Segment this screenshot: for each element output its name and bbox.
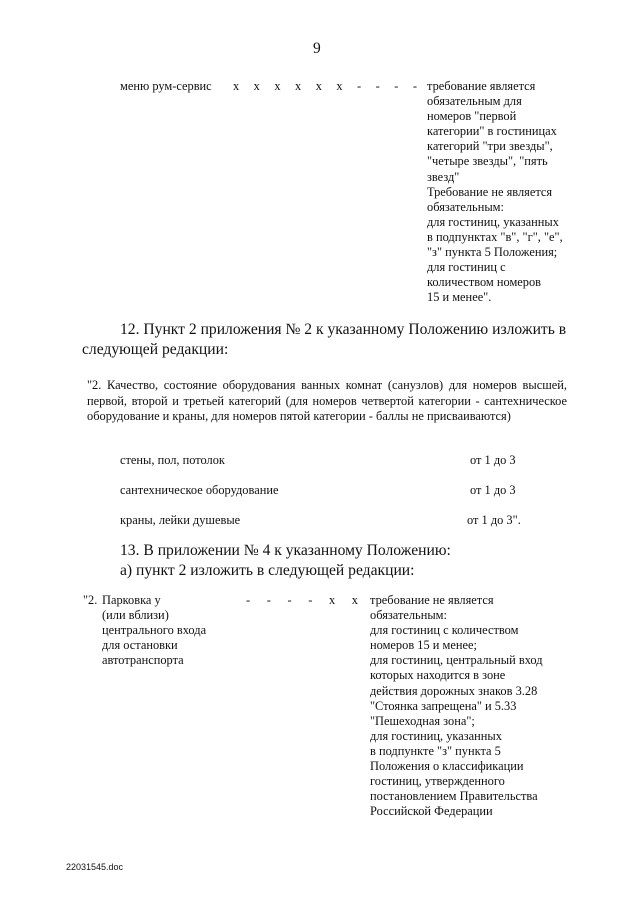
- menu-row-note: [427, 79, 563, 305]
- note-line: категорий "три звезды",: [427, 139, 553, 154]
- mark: х: [233, 79, 240, 93]
- note-line: в подпункте "з" пункта 5: [370, 743, 501, 758]
- note-line: Требование не является: [427, 184, 553, 199]
- note-line: обязательным для: [427, 94, 522, 109]
- note-line: для гостиниц, указанных: [370, 728, 502, 743]
- note-line: "Стоянка запрещена" и 5.33: [370, 698, 517, 713]
- mark: х: [328, 593, 336, 607]
- note-line: категории" в гостиницах: [427, 124, 557, 139]
- note-line: обязательным:: [427, 199, 504, 214]
- mark: х: [253, 79, 260, 93]
- note-line: для гостиниц с: [427, 260, 506, 275]
- footer-filename: 22031545.doc: [66, 862, 124, 872]
- score-row-value: от 1 до 3: [470, 483, 516, 497]
- label-line: для остановки: [102, 638, 178, 653]
- note-line: звезд": [427, 169, 460, 184]
- mark: -: [308, 593, 313, 607]
- parking-row-number: "2.: [83, 593, 98, 607]
- label-line: автотранспорта: [102, 653, 184, 668]
- score-row-value: от 1 до 3".: [467, 513, 521, 527]
- mark: -: [246, 593, 251, 607]
- menu-row-label: меню рум-сервис: [120, 79, 212, 93]
- note-line: постановлением Правительства: [370, 789, 538, 804]
- note-line: требование не является: [370, 593, 494, 607]
- note-line: "з" пункта 5 Положения;: [427, 245, 558, 260]
- note-line: для гостиниц, центральный вход: [370, 653, 543, 668]
- score-row-label: сантехническое оборудование: [120, 483, 279, 497]
- mark: -: [287, 593, 292, 607]
- mark: -: [412, 79, 417, 93]
- menu-row-marks: [233, 79, 417, 94]
- item12-line2: следующей редакции:: [82, 341, 229, 358]
- mark: -: [394, 79, 399, 93]
- note-line: для гостиниц с количеством: [370, 623, 519, 638]
- note-line: гостиниц, утвержденного: [370, 774, 505, 789]
- note-line: "четыре звезды", "пять: [427, 154, 548, 169]
- item12-line1: 12. Пункт 2 приложения № 2 к указанному Положению изложить в: [120, 321, 567, 338]
- note-line: действия дорожных знаков 3.28: [370, 683, 538, 698]
- score-row-value: от 1 до 3: [470, 453, 516, 467]
- mark: -: [375, 79, 380, 93]
- note-line: Российской Федерации: [370, 804, 493, 819]
- mark: х: [336, 79, 343, 93]
- mark: х: [274, 79, 281, 93]
- item13-line2: а) пункт 2 изложить в следующей редакции:: [120, 562, 415, 579]
- note-line: количеством номеров: [427, 275, 542, 290]
- quote2-paragraph: "2. Качество, состояние оборудования ванных комнат (санузлов) для номеров высшей, первой, второй и третьей категорий (для номеров четвертой категории - сантехническое оборудование и краны, для номеров пятой категории - баллы не присваиваются): [87, 378, 567, 423]
- parking-row-label: [102, 593, 206, 668]
- score-row-label: стены, пол, потолок: [120, 453, 225, 467]
- note-line: которых находится в зоне: [370, 668, 506, 683]
- note-line: номеров "первой: [427, 109, 517, 124]
- mark: х: [295, 79, 302, 93]
- mark: -: [266, 593, 271, 607]
- label-line: Парковка у: [102, 593, 161, 607]
- note-line: 15 и менее".: [427, 290, 492, 305]
- label-line: центрального входа: [102, 623, 207, 638]
- parking-row-note: [370, 593, 543, 819]
- page-number: 9: [313, 40, 321, 57]
- note-line: номеров 15 и менее;: [370, 638, 477, 653]
- note-line: обязательным:: [370, 608, 447, 623]
- score-row-label: краны, лейки душевые: [120, 513, 241, 527]
- note-line: "Пешеходная зона";: [370, 713, 475, 728]
- mark: -: [357, 79, 362, 93]
- note-line: требование является: [427, 79, 536, 93]
- parking-row-marks: [246, 593, 358, 608]
- note-line: для гостиниц, указанных: [427, 214, 559, 229]
- note-line: в подпунктах "в", "г", "е",: [427, 229, 563, 244]
- label-line: (или вблизи): [102, 608, 169, 623]
- note-line: Положения о классификации: [370, 759, 524, 774]
- item13-line1: 13. В приложении № 4 к указанному Положению:: [120, 542, 451, 559]
- mark: х: [315, 79, 322, 93]
- mark: х: [351, 593, 358, 607]
